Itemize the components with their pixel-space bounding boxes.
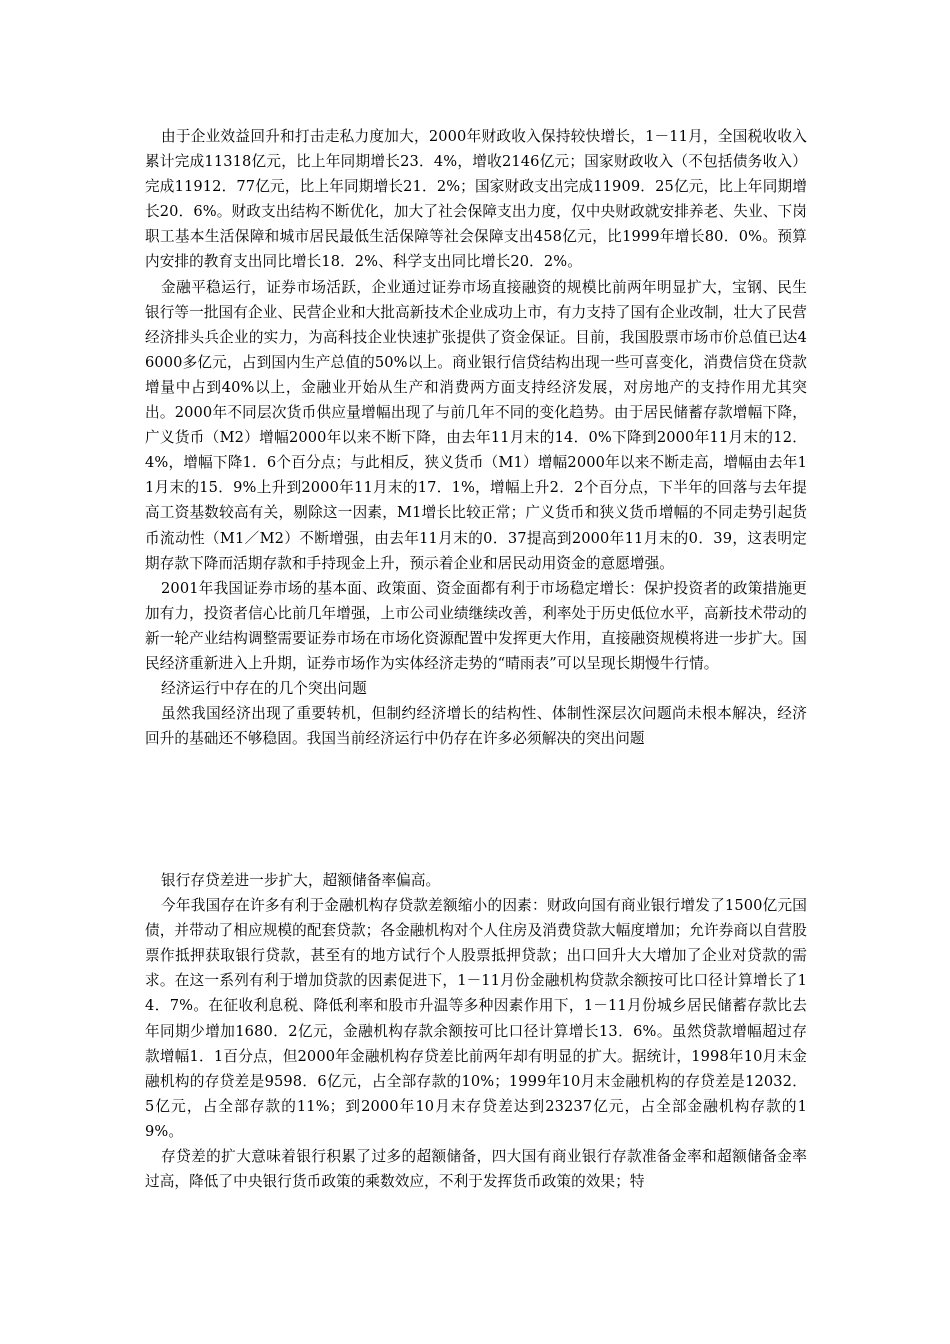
paragraph-excess-reserves: 存贷差的扩大意味着银行积累了过多的超额储备，四大国有商业银行存款准备金率和超额储备金率过高，降低了中央银行货币政策的乘数效应，不利于发挥货币政策的效果；特 bbox=[145, 1148, 807, 1191]
paragraph-deposit-loan-factors: 今年我国存在许多有利于金融机构存贷款差额缩小的因素：财政向国有商业银行增发了1500亿元国债，并带动了相应规模的配套贷款；各金融机构对个人住房及消费贷款大幅度增加；允许券商以自营股票作抵押获取银行贷款，甚至有的地方试行个人股票抵押贷款；出口回升大大增加了企业对贷款的需求。在这一系列有利于增加贷款的因素促进下，1－11月份金融机构贷款余额按可比口径计算增长了14．7%。在征收利息税、降低利率和股市升温等多种因素作用下，1－11月份城乡居民储蓄存款比去年同期少增加1680．2亿元，金融机构存款余额按可比口径计算增长13．6%。虽然贷款增幅超过存款增幅1．1百分点，但2000年金融机构存贷差比前两年却有明显的扩大。据统计，1998年10月末金融机构的存贷差是9598．6亿元，占全部存款的10%；1999年10月末金融机构的存贷差是12032．5亿元，占全部存款的11%；到2000年10月末存贷差达到23237亿元，占全部金融机构存款的19%。 bbox=[145, 897, 807, 1140]
subheading-deposit-loan-gap: 银行存贷差进一步扩大，超额储备率偏高。 bbox=[161, 872, 441, 889]
paragraph-securities-outlook: 2001年我国证券市场的基本面、政策面、资金面都有利于市场稳定增长：保护投资者的政策措施更加有力，投资者信心比前几年增强，上市公司业绩继续改善，利率处于历史低位水平，高新技术带动的新一轮产业结构调整需要证券市场在市场化资源配置中发挥更大作用，直接融资规模将进一步扩大。国民经济重新进入上升期，证券市场作为实体经济走势的“晴雨表”可以呈现长期慢牛行情。 bbox=[145, 579, 807, 672]
paragraph-financial-market: 金融平稳运行，证券市场活跃，企业通过证券市场直接融资的规模比前两年明显扩大，宝钢、民生银行等一批国有企业、民营企业和大批高新技术企业成功上市，有力支持了国有企业改制，壮大了民营经济排头兵企业的实力，为高科技企业快速扩张提供了资金保证。目前，我国股票市场市价总值已达46000多亿元，占到国内生产总值的50%以上。商业银行信贷结构出现一些可喜变化，消费信贷在贷款增量中占到40%以上，金融业开始从生产和消费两方面支持经济发展，对房地产的支持作用尤其突出。2000年不同层次货币供应量增幅出现了与前几年不同的变化趋势。由于居民储蓄存款增幅下降，广义货币（M2）增幅2000年以来不断下降，由去年11月末的14．0%下降到2000年11月末的12．4%，增幅下降1．6个百分点；与此相反，狭义货币（M1）增幅2000年以来不断走高，增幅由去年11月末的15．9%上升到2000年11月末的17．1%，增幅上升2．2个百分点，下半年的回落与去年提高工资基数较高有关，剔除这一因素，M1增长比较正常；广义货币和狭义货币增幅的不同走势引起货币流动性（M1／M2）不断增强，由去年11月末的0．37提高到2000年11月末的0．39，这表明定期存款下降而活期存款和手持现金上升，预示着企业和居民动用资金的意愿增强。 bbox=[145, 278, 807, 572]
section-heading-problems: 经济运行中存在的几个突出问题 bbox=[161, 680, 367, 698]
paragraph-problems-intro: 虽然我国经济出现了重要转机，但制约经济增长的结构性、体制性深层次问题尚未根本解决，经济回升的基础还不够稳固。我国当前经济运行中仍存在许多必须解决的突出问题 bbox=[145, 705, 807, 748]
paragraph-fiscal-revenue: 由于企业效益回升和打击走私力度加大，2000年财政收入保持较快增长，1－11月，全国税收收入累计完成11318亿元，比上年同期增长23．4%，增收2146亿元；国家财政收入（不包括债务收入）完成11912．77亿元，比上年同期增长21．2%；国家财政支出完成11909．25亿元，比上年同期增长20．6%。财政支出结构不断优化，加大了社会保障支出力度，仅中央财政就安排养老、失业、下岗职工基本生活保障和城市居民最低生活保障等社会保障支出458亿元，比1999年增长80．0%。预算内安排的教育支出同比增长18．2%、科学支出同比增长20．2%。 bbox=[145, 128, 807, 271]
text-block-top bbox=[145, 124, 807, 751]
text-block-bottom bbox=[145, 868, 807, 1194]
